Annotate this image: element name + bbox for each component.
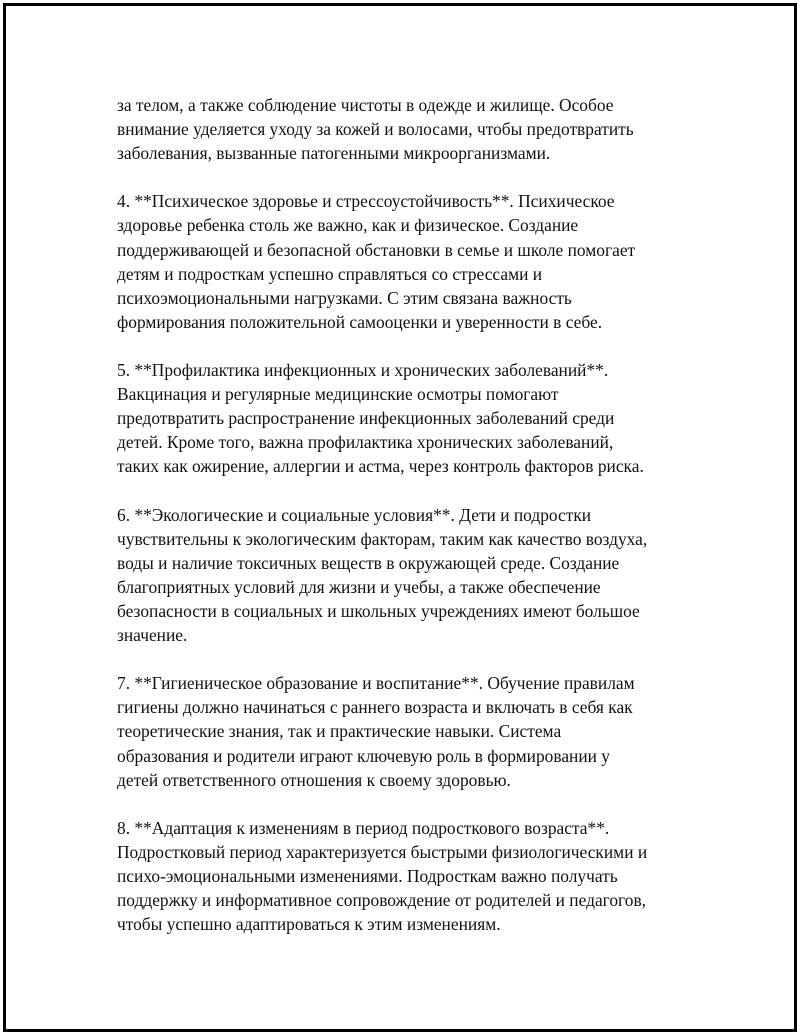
text-line: психо-эмоциональными изменениями. Подросткам важно получать xyxy=(117,866,618,886)
text-line: заболевания, вызванные патогенными микроорганизмами. xyxy=(117,143,551,164)
text-line: чувствительны к экологическим факторам, таким как качество воздуха, xyxy=(117,528,648,549)
text-line: значение. xyxy=(117,625,188,646)
text-line: детям и подросткам успешно справляться со стрессами и xyxy=(117,263,543,284)
text-line: 4. **Психическое здоровье и стрессоустойчивость**. Психическое xyxy=(117,191,615,212)
text-line: 8. **Адаптация к изменениям в период подросткового возраста**. xyxy=(117,817,610,838)
text-line: внимание уделяется уходу за кожей и волосами, чтобы предотвратить xyxy=(117,119,634,140)
text-line: безопасности в социальных и школьных учреждениях имеют большое xyxy=(117,600,640,621)
text-line: 5. **Профилактика инфекционных и хронических заболеваний**. xyxy=(117,360,609,381)
text-line: формирования положительной самооценки и уверенности в себе. xyxy=(117,311,603,332)
text-line: теоретические знания, так и практические навыки. Система xyxy=(117,721,562,742)
text-line: детей. Кроме того, важна профилактика хронических заболеваний, xyxy=(117,432,614,453)
paragraph xyxy=(117,93,692,165)
text-line: детей ответственного отношения к своему здоровью. xyxy=(117,769,511,790)
text-line: воды и наличие токсичных веществ в окружающей среде. Создание xyxy=(117,552,620,573)
text-line: поддерживающей и безопасной обстановки в семье и школе помогает xyxy=(117,239,636,260)
paragraph xyxy=(117,671,692,791)
paragraph xyxy=(117,816,692,936)
text-line: поддержку и информативное сопровождение от родителей и педагогов, xyxy=(117,890,647,911)
text-line: предотвратить распространение инфекционных заболеваний среди xyxy=(117,408,615,429)
paragraph xyxy=(117,503,692,648)
text-line: Вакцинация и регулярные медицинские осмотры помогают xyxy=(117,384,559,405)
paragraph xyxy=(117,189,692,334)
text-line: Подростковый период характеризуется быстрыми физиологическими и xyxy=(117,841,648,862)
text-line: здоровье ребенка столь же важно, как и физическое. Создание xyxy=(117,215,579,236)
text-line: 7. **Гигиеническое образование и воспитание**. Обучение правилам xyxy=(117,673,635,694)
paragraph xyxy=(117,358,692,478)
text-line: чтобы успешно адаптироваться к этим изменениям. xyxy=(117,914,501,935)
text-line: таких как ожирение, аллергии и астма, через контроль факторов риска. xyxy=(117,456,644,477)
text-line: психоэмоциональными нагрузками. С этим связана важность xyxy=(117,287,572,308)
text-line: за телом, а также соблюдение чистоты в одежде и жилище. Особое xyxy=(117,95,614,115)
text-line: благоприятных условий для жизни и учебы, а также обеспечение xyxy=(117,576,601,597)
text-line: гигиены должно начинаться с раннего возраста и включать в себя как xyxy=(117,697,633,718)
text-line: образования и родители играют ключевую роль в формировании у xyxy=(117,745,611,766)
page-body xyxy=(117,93,692,960)
text-line: 6. **Экологические и социальные условия**. Дети и подростки xyxy=(117,504,592,525)
